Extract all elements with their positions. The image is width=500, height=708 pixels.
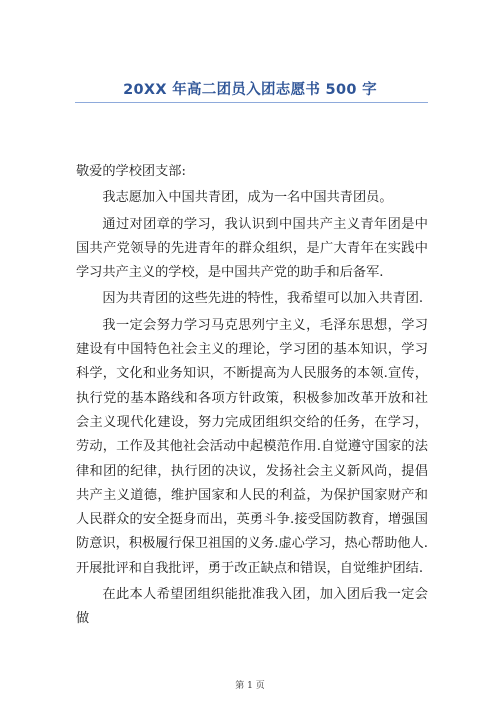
document-title: 20XX 年高二团员入团志愿书 500 字 xyxy=(123,82,377,98)
paragraph: 在此本人希望团组织能批准我入团，加入团后我一定会做 xyxy=(76,587,428,627)
salutation: 敬爱的学校团支部: xyxy=(76,164,186,179)
paragraph: 我一定会努力学习马克思列宁主义，毛泽东思想，学习建设有中国特色社会主义的理论，学习团的基本知识，学习科学，文化和业务知识，不断提高为人民服务的本领.宣传，执行党的基本路线和各项方针政策，积极参加改革开放和社会主义现代化建设，努力完成团组织交给的任务，在学习，劳动，工作及其他社会活动中起模范作用.自觉遵守国家的法律和团的纪律，执行团的决议，发扬社会主义新风尚，提倡共产主义道德，维护国家和人民的利益，为保护国家财产和人民群众的安全挺身而出，英勇斗争.接受国防教育，增强国防意识，积极履行保卫祖国的义务.虚心学习，热心帮助他人.开展批评和自我批评，勇于改正缺点和错误，自觉维护团结. xyxy=(76,317,428,576)
title-divider xyxy=(75,102,428,103)
paragraph: 因为共青团的这些先进的特性，我希望可以加入共青团. xyxy=(102,291,424,307)
paragraph: 我志愿加入中国共青团，成为一名中国共青团员。 xyxy=(102,190,393,206)
page-number: 第 1 页 xyxy=(235,681,265,691)
paragraph: 通过对团章的学习，我认识到中国共产主义青年团是中国共产党领导的先进青年的群众组织，是广大青年在实践中学习共产主义的学校，是中国共产党的助手和后备军. xyxy=(76,216,428,281)
document-body xyxy=(76,160,428,632)
